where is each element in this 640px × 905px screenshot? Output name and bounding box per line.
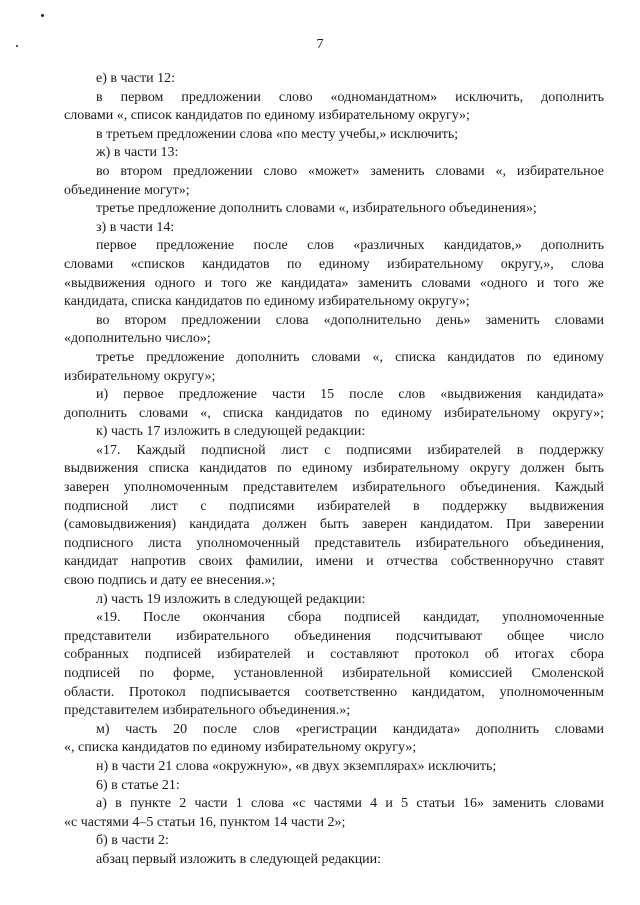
text-line: во втором предложении слова «дополнительно день» заменить словами [96, 312, 604, 328]
text-line: словами «списков кандидатов по единому избирательному округу,», слова [64, 256, 604, 272]
text-line: первое предложение после слов «различных кандидатов,» дополнить [96, 238, 604, 254]
text-line: (самовыдвижения) кандидата должен быть заверен кандидатом. При заверении [64, 517, 604, 533]
text-line: собранных подписей избирателей и составляют протокол об итогах сбора [64, 647, 604, 663]
text-line: подписной лист с подписями избирателей в поддержку выдвижения [64, 498, 604, 514]
text-line: подписей по форме, установленной избирательной комиссией Смоленской [64, 666, 604, 681]
text-line: е) в части 12: [96, 71, 175, 86]
text-line: ж) в части 13: [96, 145, 179, 161]
text-line: 6) в статье 21: [96, 777, 180, 793]
text-line: во втором предложении слово «может» заменить словами «, избирательное [96, 163, 604, 179]
text-line: «выдвижения одного и того же кандидата» заменить словами «одного и того же [64, 275, 604, 291]
text-line: избирательному округу»; [64, 368, 216, 384]
text-line: «19. После окончания сбора подписей кандидат, уполномоченные [96, 610, 604, 626]
text-line: абзац первый изложить в следующей редакции: [96, 851, 382, 867]
text-line: в первом предложении слово «одномандатном» исключить, дополнить [96, 89, 604, 105]
page-number: 7 [316, 37, 324, 52]
text-line: л) часть 19 изложить в следующей редакции: [96, 591, 366, 607]
text-line: б) в части 2: [96, 833, 169, 849]
text-line: области. Протокол подписывается соответственно кандидатом, уполномоченным [64, 684, 604, 700]
text-line: к) часть 17 изложить в следующей редакции: [96, 424, 366, 440]
text-line: «17. Каждый подписной лист с подписями избирателей в поддержку [96, 442, 604, 458]
text-line: представители избирательного объединения подсчитывают общее число [64, 628, 604, 644]
document-body [64, 70, 604, 870]
text-line: «дополнительно число»; [64, 331, 211, 347]
scan-speck [41, 14, 44, 17]
text-line: в третьем предложении слова «по месту учебы,» исключить; [96, 126, 459, 142]
text-line: и) первое предложение части 15 после слов «выдвижения кандидата» [96, 387, 604, 403]
text-line: «с частями 4–5 статьи 16, пунктом 14 части 2»; [64, 814, 346, 830]
text-line: выдвижения списка кандидатов по единому избирательному округу должен быть [64, 461, 604, 477]
text-line: «, списка кандидатов по единому избирательному округу»; [64, 740, 417, 756]
text-line: объединение могут»; [64, 182, 190, 198]
text-line: дополнить словами «, списка кандидатов по единому избирательному округу»; [64, 405, 604, 421]
text-line: словами «, список кандидатов по единому избирательному округу»; [64, 108, 470, 124]
text-line: а) в пункте 2 части 1 слова «с частями 4 и 5 статьи 16» заменить словами [96, 796, 604, 812]
text-line: м) часть 20 после слов «регистрации кандидата» дополнить словами [96, 721, 604, 737]
text-line: заверен уполномоченным представителем избирательного объединения. Каждый [64, 480, 604, 496]
text-line: н) в части 21 слова «окружную», «в двух экземплярах» исключить; [96, 758, 497, 774]
text-line: кандидат напротив своих фамилии, имени и отчества собственноручно ставят [64, 554, 604, 570]
text-line: подписного листа уполномоченный представитель избирательного объединения, [64, 535, 604, 551]
text-line: третье предложение дополнить словами «, списка кандидатов по единому [96, 349, 604, 365]
text-line: третье предложение дополнить словами «, избирательного объединения»; [96, 201, 537, 217]
text-line: представителем избирательного объединения.»; [64, 703, 351, 719]
text-line: кандидата, списка кандидатов по единому избирательному округу»; [64, 294, 470, 310]
text-line: з) в части 14: [96, 219, 175, 235]
text-line: свою подпись и дату ее внесения.»; [64, 573, 276, 589]
